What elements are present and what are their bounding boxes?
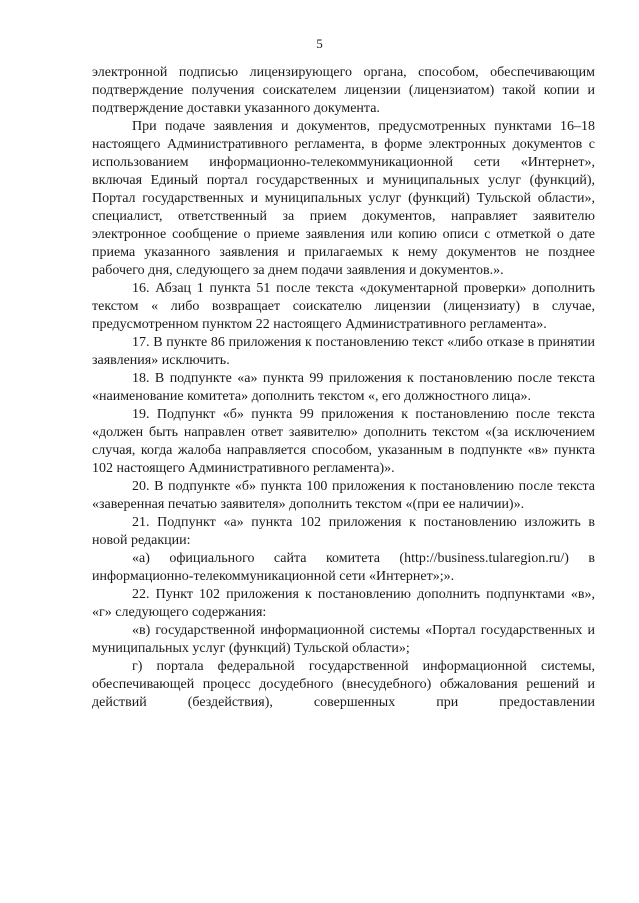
paragraph-subitem-a: «а) официального сайта комитета (http://business.tularegion.ru/) в информационно-телекоммуникационной сети «Интернет»;».	[92, 551, 595, 584]
paragraph-item-18: 18. В подпункте «а» пункта 99 приложения к постановлению после текста «наименование комитета» дополнить текстом «, его должностного лица».	[92, 371, 595, 404]
paragraph-item-16: 16. Абзац 1 пункта 51 после текста «документарной проверки» дополнить текстом « либо возвращает соискателю лицензии (лицензиату) в случае, предусмотренном пунктом 22 настоящего Административного регламента».	[92, 281, 595, 332]
paragraph-item-19: 19. Подпункт «б» пункта 99 приложения к постановлению после текста «должен быть направлен ответ заявителю» дополнить текстом «(за исключением случая, когда жалоба направляется способом, указанным в подпункте «в» пункта 102 настоящего Административного регламента)».	[92, 407, 595, 476]
paragraph-subitem-v: «в) государственной информационной системы «Портал государственных и муниципальных услуг (функций) Тульской области»;	[92, 623, 595, 656]
paragraph-item-20: 20. В подпункте «б» пункта 100 приложения к постановлению после текста «заверенная печатью заявителя» дополнить текстом «(при ее наличии)».	[92, 479, 595, 512]
paragraph-item-22: 22. Пункт 102 приложения к постановлению дополнить подпунктами «в», «г» следующего содержания:	[92, 587, 595, 620]
page-number: 5	[316, 36, 323, 51]
paragraph-electronic-submission: При подаче заявления и документов, предусмотренных пунктами 16–18 настоящего Административного регламента, в форме электронных документов с использованием информационно-телекоммуникационной сети «Интернет», включая Единый портал государственных и муниципальных услуг (функций), Портал государственных и муниципальных услуг (функций) Тульской области», специалист, ответственный за прием документов, направляет заявителю электронное сообщение о приеме заявления или копию описи с отметкой о дате приема указанного заявления и прилагаемых к нему документов не позднее рабочего дня, следующего за днем подачи заявления и документов.».	[92, 119, 595, 278]
document-body	[92, 64, 595, 712]
paragraph-subitem-g: г) портала федеральной государственной информационной системы, обеспечивающей процесс досудебного (внесудебного) обжалования решений и действий (бездействия), совершенных при предоставлении	[92, 659, 595, 710]
paragraph-continuation: электронной подписью лицензирующего органа, способом, обеспечивающим подтверждение получения соискателем лицензии (лицензиатом) такой копии и подтверждение доставки указанного документа.	[92, 65, 595, 116]
paragraph-item-17: 17. В пункте 86 приложения к постановлению текст «либо отказе в принятии заявления» исключить.	[92, 335, 595, 368]
paragraph-item-21: 21. Подпункт «а» пункта 102 приложения к постановлению изложить в новой редакции:	[92, 515, 595, 548]
